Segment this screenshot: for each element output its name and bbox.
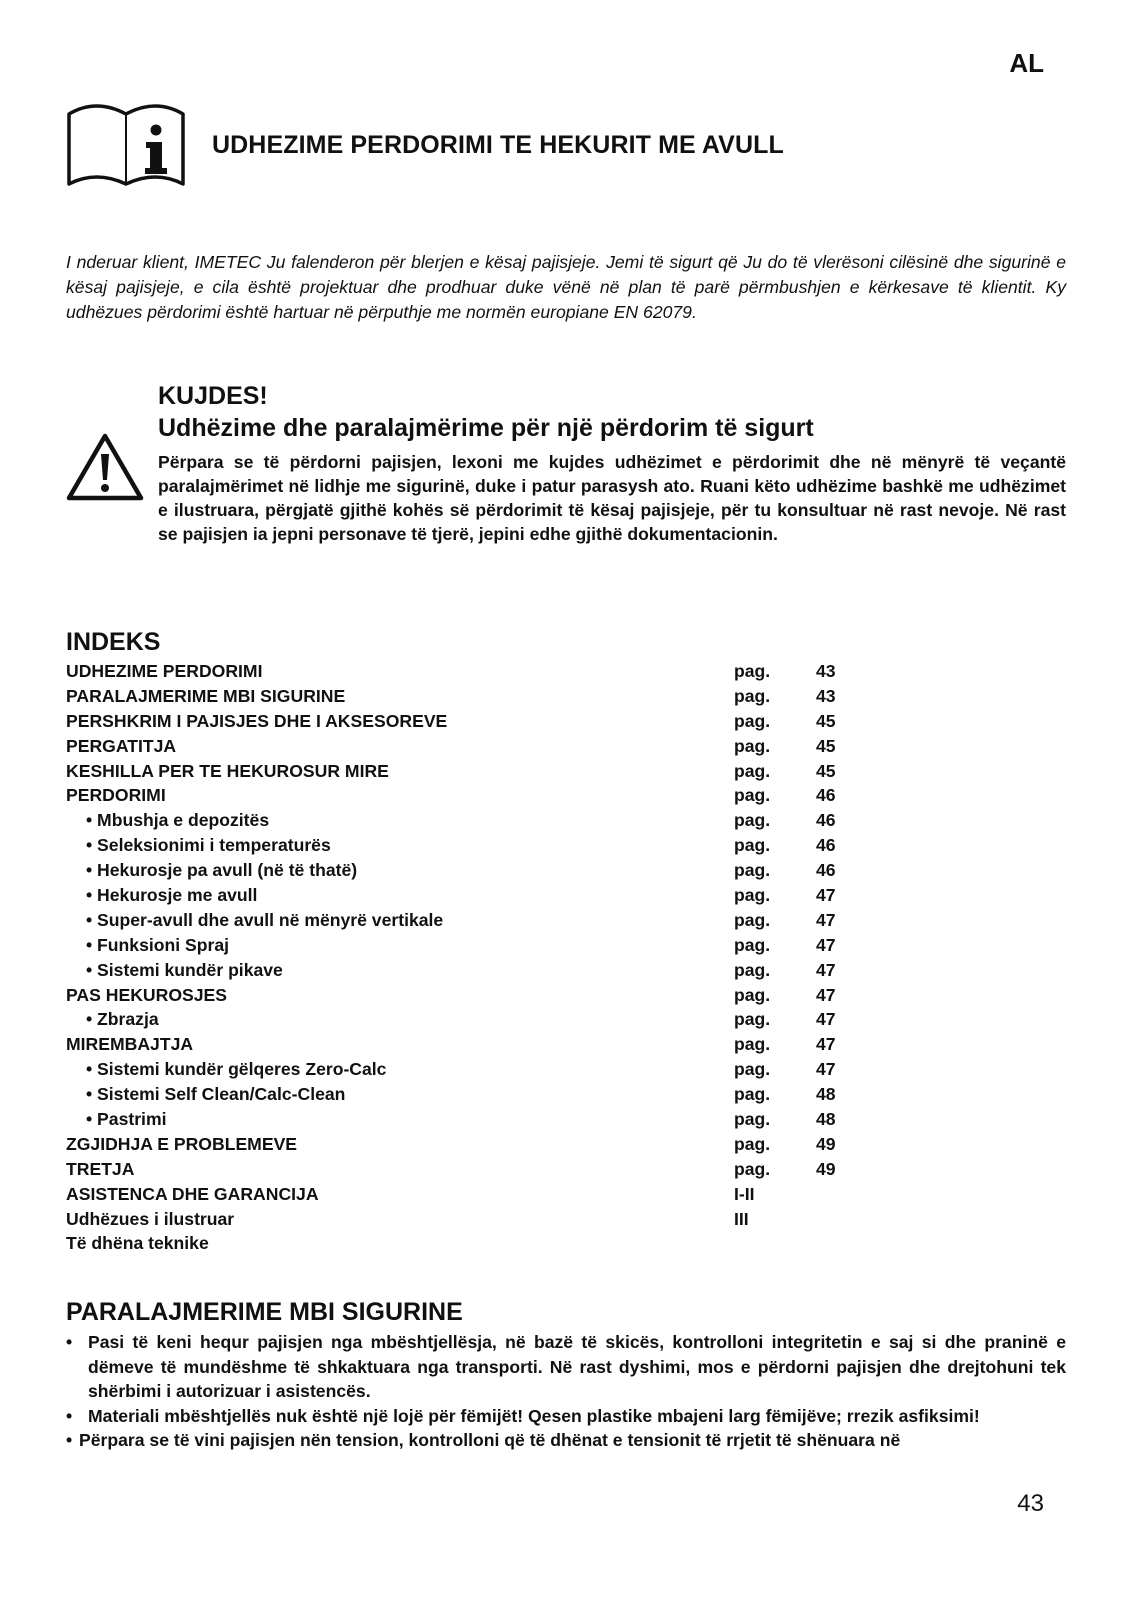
index-entry-page: 43	[816, 661, 836, 681]
index-entry-label: • Hekurosje me avull	[86, 885, 258, 906]
index-entry	[66, 1082, 866, 1107]
language-code: AL	[1009, 48, 1044, 78]
index-entry	[66, 958, 866, 983]
safety-item	[66, 1404, 1066, 1429]
index-entry-pag: pag.	[734, 760, 771, 781]
index-entry-page: 49	[816, 1133, 836, 1154]
index-entry	[66, 1057, 866, 1082]
index-entry-pag: pag.	[734, 835, 771, 856]
index-title: INDEKS	[66, 628, 161, 656]
index-entry-pag: pag.	[734, 1158, 771, 1179]
index-entry-pag: pag.	[734, 661, 771, 681]
safety-item-text: Pasi të keni hequr pajisjen nga mbështjellësja, në bazë të skicës, kontrolloni integritetin e saj si dhe praninë e dëmeve të mundëshme të shkaktuara nga transporti. Në rast dyshimi, mos e përdorni pajisjen dhe drejtohuni tek shërbimi i autorizuar i asistencës.	[88, 1332, 1066, 1402]
index-entry-label: • Sistemi kundër gëlqeres Zero-Calc	[86, 1059, 387, 1080]
index-entry-label: UDHEZIME PERDORIMI	[66, 661, 263, 681]
index-entry-pag: pag.	[734, 909, 771, 930]
index-entry-page: 46	[816, 810, 836, 831]
index-entry	[66, 684, 866, 709]
index-entry-pag: III	[734, 1208, 749, 1229]
page-number: 43	[1017, 1490, 1044, 1517]
index-entry	[66, 783, 866, 808]
bullet-icon: •	[66, 1430, 73, 1451]
index-entry-label: ASISTENCA DHE GARANCIJA	[66, 1183, 319, 1204]
index-entry-page: 47	[816, 1059, 836, 1080]
index-entry-label: Udhëzues i ilustruar	[66, 1208, 235, 1229]
index-entry-label: KESHILLA PER TE HEKUROSUR MIRE	[66, 760, 389, 781]
index-entry	[66, 808, 866, 833]
warning-triangle-icon	[66, 432, 144, 502]
index-entry-pag: pag.	[734, 959, 771, 980]
index-entry-label: • Seleksionimi i temperaturës	[86, 835, 331, 856]
safety-item-text: Materiali mbështjellës nuk është një lojë për fëmijët! Qesen plastike mbajeni larg fëmijëve; rrezik asfiksimi!	[88, 1405, 980, 1426]
index-entry	[66, 659, 866, 684]
index-entry-pag: pag.	[734, 1009, 771, 1030]
index-entry-label: PARALAJMERIME MBI SIGURINE	[66, 685, 346, 706]
index-entry-page: 47	[816, 885, 836, 906]
index-entry-pag: pag.	[734, 685, 771, 706]
index-entry-pag: pag.	[734, 710, 771, 731]
index-entry-page: 48	[816, 1109, 836, 1130]
index-entry	[66, 908, 866, 933]
index-entry-label: Të dhëna teknike	[66, 1233, 209, 1254]
index-entry	[66, 1132, 866, 1157]
index-entry	[66, 709, 866, 734]
index-entry-page: 45	[816, 760, 836, 781]
index-entry-pag: pag.	[734, 1034, 771, 1055]
index-entry	[66, 1107, 866, 1132]
index-entry-page: 47	[816, 1034, 836, 1055]
warning-heading: KUJDES!	[158, 382, 268, 410]
index-entry-label: • Funksioni Spraj	[86, 934, 230, 955]
index-entry-label: MIREMBAJTJA	[66, 1034, 194, 1055]
index-entry	[66, 759, 866, 784]
index-entry	[66, 833, 866, 858]
bullet-icon: •	[66, 1332, 73, 1352]
index-entry-label: • Sistemi Self Clean/Calc-Clean	[86, 1084, 346, 1105]
bullet-icon: •	[66, 1405, 73, 1426]
index-entry-pag: I-II	[734, 1183, 755, 1204]
index-entry-pag: pag.	[734, 860, 771, 881]
index-entry-label: • Hekurosje pa avull (në të thatë)	[86, 860, 358, 881]
index-entry-label: • Pastrimi	[86, 1109, 167, 1130]
index-entry-label: • Sistemi kundër pikave	[86, 959, 283, 980]
index-entry-page: 43	[816, 685, 836, 706]
index-entry-page: 46	[816, 860, 836, 881]
index-entry-page: 47	[816, 984, 836, 1005]
index-entry-pag: pag.	[734, 984, 771, 1005]
index-entry-page: 46	[816, 835, 836, 856]
index-entry-pag: pag.	[734, 1059, 771, 1080]
index-entry-label: PERGATITJA	[66, 735, 177, 756]
index-entry-pag: pag.	[734, 885, 771, 906]
safety-item	[66, 1330, 1066, 1404]
index-entry-label: • Mbushja e depozitës	[86, 810, 270, 831]
index-entry-pag: pag.	[734, 1084, 771, 1105]
index-entry	[66, 1207, 866, 1232]
index-entry-pag: pag.	[734, 735, 771, 756]
safety-list	[66, 1330, 1066, 1453]
index-entry	[66, 1231, 866, 1256]
index-entry-pag: pag.	[734, 934, 771, 955]
index-entry	[66, 1157, 866, 1182]
warning-subheading: Udhëzime dhe paralajmërime për një përdorim të sigurt	[158, 414, 814, 442]
index-entry	[66, 983, 866, 1008]
index-entry-page: 48	[816, 1084, 836, 1105]
index-entry-label: • Super-avull dhe avull në mënyrë vertikale	[86, 909, 444, 930]
index-entry-page: 46	[816, 785, 836, 806]
index-entry	[66, 883, 866, 908]
index-entry	[66, 1032, 866, 1057]
safety-title: PARALAJMERIME MBI SIGURINE	[66, 1298, 463, 1326]
safety-item	[66, 1428, 1066, 1453]
intro-paragraph: I nderuar klient, IMETEC Ju falenderon për blerjen e kësaj pajisjeje. Jemi të sigurt që Ju do të vlerësoni cilësinë dhe sigurinë e kësaj pajisjeje, e cila është projektuar dhe prodhuar duke vënë në plan të parë përmbushjen e kërkesave të klientit. Ky udhëzues përdorimi është hartuar në përputhje me normën europiane EN 62079.	[66, 252, 1066, 322]
index-entry-label: PERDORIMI	[66, 785, 166, 806]
index-entry	[66, 1182, 866, 1207]
index-entry-pag: pag.	[734, 810, 771, 831]
index-entry-label: ZGJIDHJA E PROBLEMEVE	[66, 1133, 298, 1154]
index-entry-pag: pag.	[734, 1109, 771, 1130]
index-entry-label: • Zbrazja	[86, 1009, 159, 1030]
page-title: UDHEZIME PERDORIMI TE HEKURIT ME AVULL	[212, 131, 784, 159]
index-entry-pag: pag.	[734, 1133, 771, 1154]
index-entry-page: 47	[816, 959, 836, 980]
index-list	[66, 659, 866, 1256]
index-entry	[66, 858, 866, 883]
index-entry-pag: pag.	[734, 785, 771, 806]
index-entry-page: 47	[816, 934, 836, 955]
index-entry-page: 45	[816, 710, 836, 731]
index-entry-label: PAS HEKUROSJES	[66, 984, 227, 1005]
index-entry-page: 47	[816, 1009, 836, 1030]
index-entry	[66, 734, 866, 759]
index-entry-page: 45	[816, 735, 836, 756]
index-entry	[66, 933, 866, 958]
index-entry	[66, 1007, 866, 1032]
index-entry-label: PERSHKRIM I PAJISJES DHE I AKSESOREVE	[66, 710, 448, 731]
index-entry-label: TRETJA	[66, 1158, 135, 1179]
book-info-icon	[66, 100, 186, 188]
warning-body: Përpara se të përdorni pajisjen, lexoni me kujdes udhëzimet e përdorimit dhe në mënyrë të veçantë paralajmërimet në lidhje me sigurinë, duke i patur parasysh ato. Ruani këto udhëzime bashkë me udhëzimet e ilustruara, përgjatë gjithë kohës së përdorimit të kësaj pajisjeje, për tu konsultuar në rast nevoje. Në rast se pajisjen ia jepni personave të tjerë, jepini edhe gjithë dokumentacionin.	[158, 452, 1066, 544]
safety-item-text: Përpara se të vini pajisjen nën tension, kontrolloni që të dhënat e tensionit të rrjetit të shënuara në	[79, 1430, 901, 1451]
index-entry-page: 47	[816, 909, 836, 930]
index-entry-page: 49	[816, 1158, 836, 1179]
